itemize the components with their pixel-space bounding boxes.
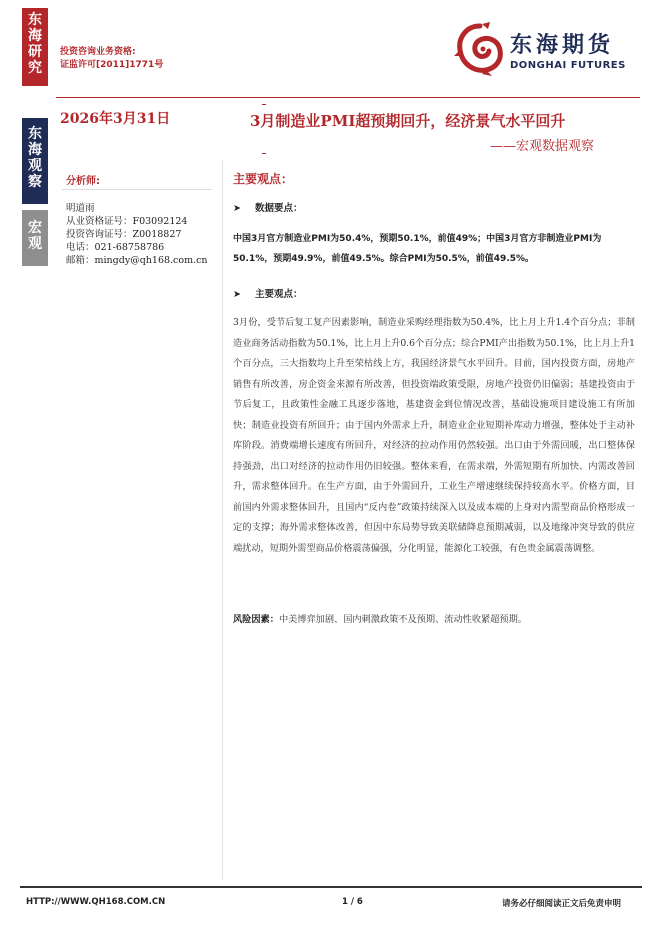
report-date: 2026年3月31日	[60, 111, 171, 127]
risk-block	[233, 612, 635, 628]
qualification-line2: 证监许可[2011]1771号	[60, 60, 164, 70]
risk-label: 风险因素：	[233, 614, 279, 625]
side-tab-char: 观	[28, 158, 42, 174]
footer-page-number: 1 / 6	[342, 897, 363, 907]
analyst-phone: 电话：021-68758786	[66, 242, 165, 253]
side-tab-char: 东	[28, 12, 42, 28]
side-tab-observe	[22, 118, 48, 204]
bullet-arrow-icon: ➤	[233, 203, 241, 214]
side-tab-research	[22, 8, 48, 86]
side-tab-char: 海	[28, 28, 42, 44]
logo-text-cn: 东海期货	[510, 33, 615, 58]
report-title: 3月制造业PMI超预期回升，经济景气水平回升	[250, 112, 566, 130]
side-tab-char: 察	[28, 174, 42, 190]
analyst-divider	[62, 189, 212, 190]
footer-disclaimer: 请务必仔细阅读正文后免责申明	[502, 899, 622, 909]
risk-text: 中美博弈加剧、国内刺激政策不及预期、流动性收紧超预期。	[278, 614, 527, 625]
logo-text-en: DONGHAI FUTURES	[510, 60, 626, 71]
main-heading: 主要观点：	[233, 172, 294, 186]
views-label: 主要观点：	[255, 289, 303, 300]
analyst-email: 邮箱：mingdy@qh168.com.cn	[66, 255, 208, 266]
views-heading	[233, 286, 303, 300]
title-tick	[262, 153, 266, 154]
side-tab-macro	[22, 210, 48, 266]
data-points-label: 数据要点：	[255, 203, 303, 214]
side-tab-char: 究	[28, 60, 42, 76]
header-divider	[56, 97, 640, 98]
analyst-cert-advisory: 投资咨询证号：Z0018827	[66, 229, 182, 240]
side-tab-char: 海	[28, 142, 42, 158]
report-subtitle: ——宏观数据观察	[490, 139, 595, 154]
data-points-heading	[233, 200, 303, 214]
side-tab-char: 东	[28, 126, 42, 142]
analyst-cert-practice: 从业资格证号：F03092124	[66, 216, 188, 227]
title-tick	[262, 104, 266, 105]
company-logo	[452, 20, 642, 80]
analyst-label: 分析师:	[66, 176, 100, 187]
analyst-name: 明道雨	[66, 203, 95, 214]
side-tab-char: 观	[28, 236, 42, 252]
footer-divider	[20, 886, 642, 888]
column-divider	[222, 160, 223, 880]
qualification-block	[60, 46, 163, 72]
data-points-text: 中国3月官方制造业PMI为50.4%，预期50.1%，前值49%；中国3月官方非制造业PMI为50.1%，预期49.9%，前值49.5%。综合PMI为50.5%，前值49.5%。	[233, 234, 602, 264]
qualification-line1: 投资咨询业务资格:	[60, 47, 136, 57]
analyst-info	[66, 202, 208, 267]
footer-url[interactable]: HTTP://WWW.QH168.COM.CN	[26, 897, 166, 907]
dragon-logo-icon	[452, 20, 508, 78]
bullet-arrow-icon: ➤	[233, 289, 241, 300]
side-tab-char: 宏	[28, 220, 42, 236]
views-text: 3月份，受节后复工复产因素影响，制造业采购经理指数为50.4%，比上月上升1.4个百分点；非制造业商务活动指数为50.1%，比上月上升0.6个百分点；综合PMI产出指数为50.1%，比上月上升1个百分点，三大指数均上升至荣枯线上方，我国经济景气水平回升。目前，国内投资方面，房地产销售有所改善，房企资金来源有所改善，但投资端政策受限，房地产投资仍旧偏弱；基建投资由于节后复工，且政策性金融工具逐步落地，基建资金到位情况改善，基础设施项目建设施工有所加快；制造业投资有所回升；由于国内外需求上升，制造业企业短期补库动力增强，整体处于主动补库阶段。消费端增长速度有所回升，对经济的拉动作用仍然较强。出口由于外需回暖，出口整体保持强劲，出口对经济的拉动作用仍旧较强。整体来看，在需求端，外需短期有所加快、内需改善回升，需求整体回升。在生产方面，由于外需回升，工业生产增速继续保持较高水平。价格方面，目前国内外需求整体回升，且国内“反内卷”政策持续深入以及成本端的上身对内需型商品价格形成一定的支撑；海外需求整体改善，但因中东局势导致美联储降息预期减弱，以及地缘冲突导致的供应端扰动，短期外需型商品价格震荡偏强，分化明显，能源化工较强，有色贵金属震荡调整。	[233, 317, 635, 554]
side-tab-char: 研	[28, 44, 42, 60]
